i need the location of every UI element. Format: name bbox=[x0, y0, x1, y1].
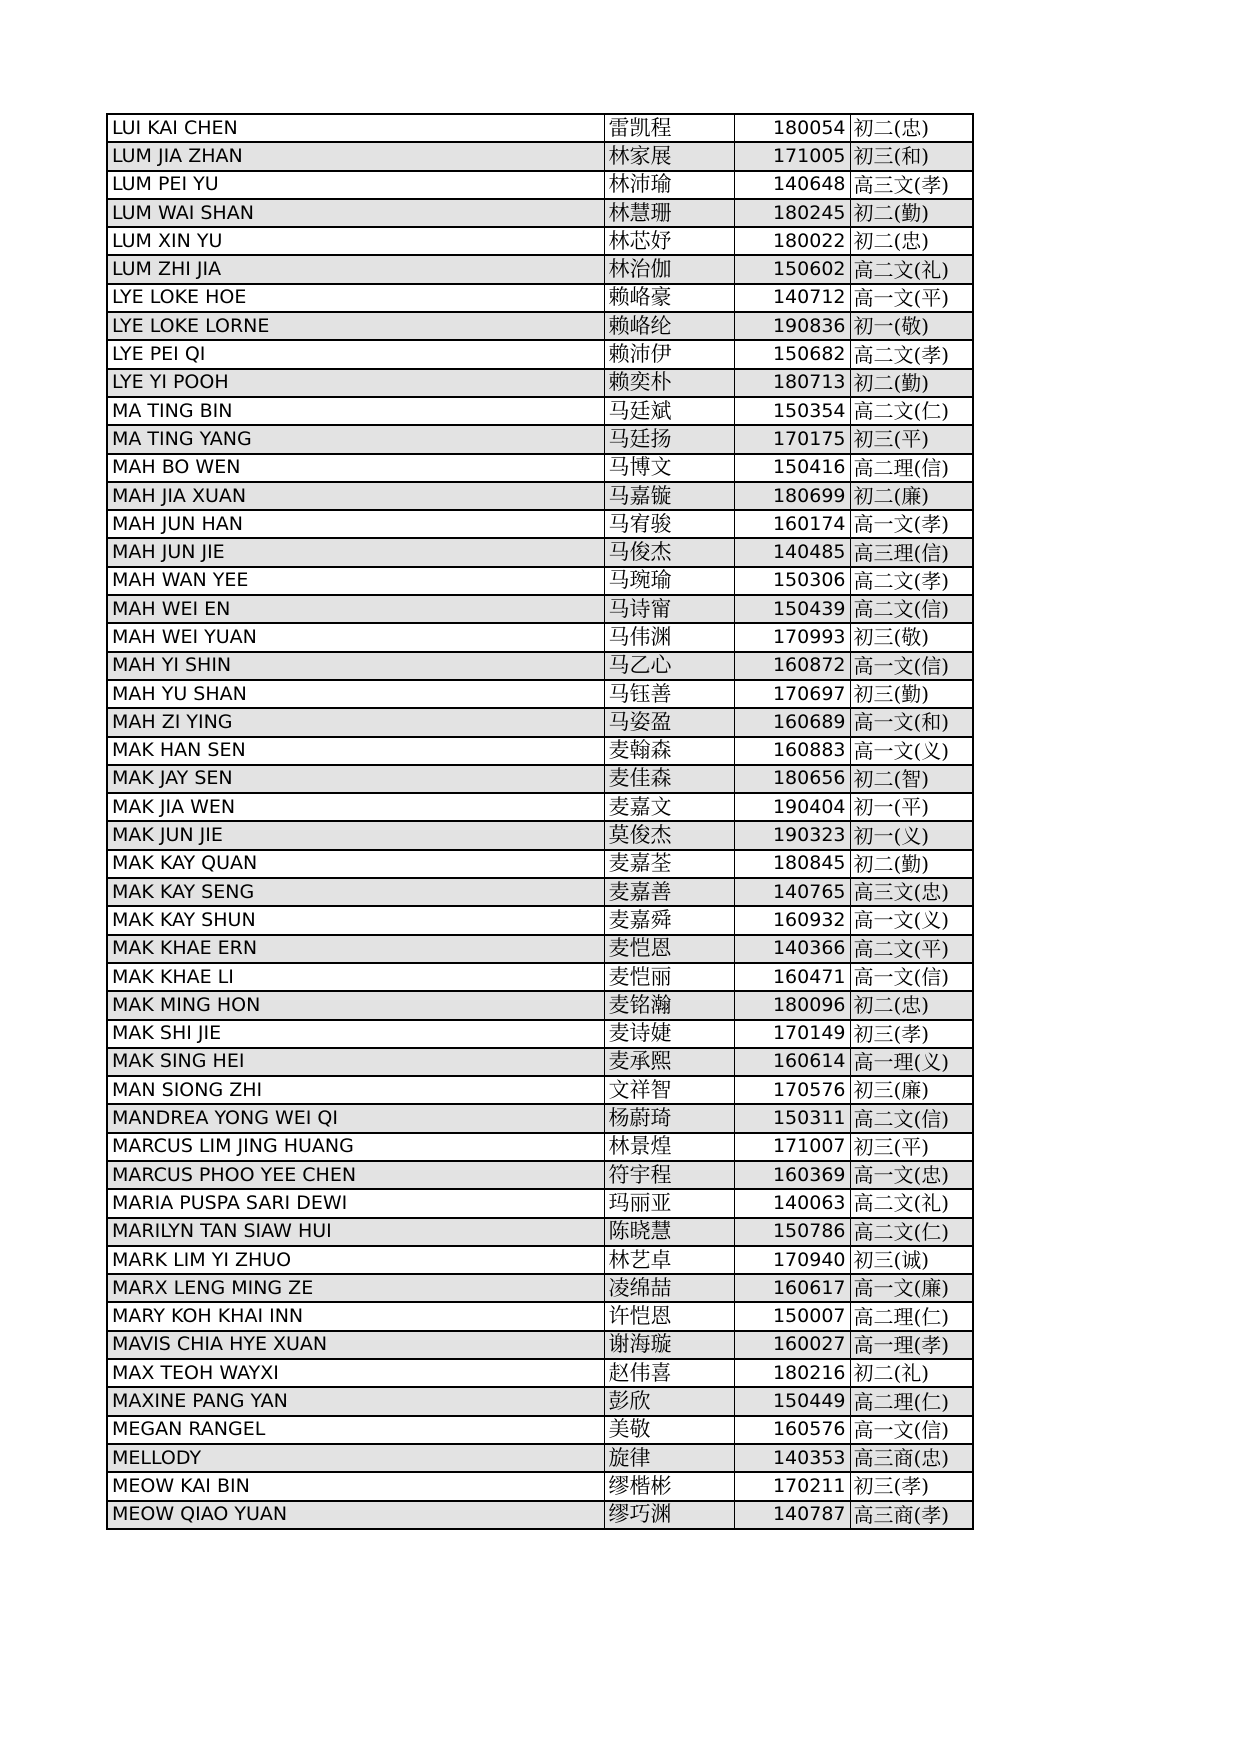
student-name-cell: MAK HAN SEN bbox=[107, 737, 604, 765]
class-cell: 初三(孝) bbox=[850, 1472, 973, 1500]
table-row bbox=[107, 878, 973, 906]
class-cell: 高一文(忠) bbox=[850, 1161, 973, 1189]
student-id-cell: 180245 bbox=[734, 199, 850, 227]
class-cell: 高二文(仁) bbox=[850, 397, 973, 425]
student-name-cell: MAK SING HEI bbox=[107, 1048, 604, 1076]
student-id-cell: 170993 bbox=[734, 623, 850, 651]
student-name-cell: MAN SIONG ZHI bbox=[107, 1076, 604, 1104]
student-id-cell: 170211 bbox=[734, 1472, 850, 1500]
student-name-cell: MA TING YANG bbox=[107, 425, 604, 453]
student-id-cell: 180845 bbox=[734, 850, 850, 878]
student-id-cell: 160369 bbox=[734, 1161, 850, 1189]
student-name-cell: MAH YI SHIN bbox=[107, 652, 604, 680]
chinese-name-cell: 马廷扬 bbox=[604, 425, 734, 453]
chinese-name-cell: 麦嘉舜 bbox=[604, 906, 734, 934]
class-cell: 高二理(仁) bbox=[850, 1302, 973, 1330]
student-name-cell: LUM PEI YU bbox=[107, 171, 604, 199]
student-id-cell: 160614 bbox=[734, 1048, 850, 1076]
chinese-name-cell: 马伟渊 bbox=[604, 623, 734, 651]
chinese-name-cell: 赖峈豪 bbox=[604, 284, 734, 312]
class-cell: 初三(诚) bbox=[850, 1246, 973, 1274]
chinese-name-cell: 麦承熙 bbox=[604, 1048, 734, 1076]
student-id-cell: 160617 bbox=[734, 1274, 850, 1302]
class-cell: 初三(敬) bbox=[850, 623, 973, 651]
student-name-cell: MEOW QIAO YUAN bbox=[107, 1501, 604, 1529]
student-name-cell: MAK JAY SEN bbox=[107, 765, 604, 793]
chinese-name-cell: 麦嘉荃 bbox=[604, 850, 734, 878]
student-name-cell: MAK JUN JIE bbox=[107, 821, 604, 849]
chinese-name-cell: 麦恺丽 bbox=[604, 963, 734, 991]
chinese-name-cell: 马博文 bbox=[604, 454, 734, 482]
chinese-name-cell: 杨蔚琦 bbox=[604, 1104, 734, 1132]
class-cell: 高一文(义) bbox=[850, 906, 973, 934]
roster-body bbox=[107, 114, 973, 1529]
student-name-cell: MAH JUN HAN bbox=[107, 510, 604, 538]
chinese-name-cell: 缪巧渊 bbox=[604, 1501, 734, 1529]
table-row bbox=[107, 765, 973, 793]
student-id-cell: 190323 bbox=[734, 821, 850, 849]
student-id-cell: 150306 bbox=[734, 567, 850, 595]
table-row bbox=[107, 171, 973, 199]
student-id-cell: 160932 bbox=[734, 906, 850, 934]
class-cell: 初二(忠) bbox=[850, 114, 973, 142]
chinese-name-cell: 许恺恩 bbox=[604, 1302, 734, 1330]
student-name-cell: LYE LOKE HOE bbox=[107, 284, 604, 312]
student-id-cell: 170940 bbox=[734, 1246, 850, 1274]
chinese-name-cell: 赖峈纶 bbox=[604, 312, 734, 340]
student-roster-table bbox=[106, 113, 974, 1530]
student-id-cell: 180022 bbox=[734, 227, 850, 255]
student-name-cell: MAK KHAE ERN bbox=[107, 935, 604, 963]
student-id-cell: 180096 bbox=[734, 991, 850, 1019]
student-id-cell: 160576 bbox=[734, 1416, 850, 1444]
table-row bbox=[107, 397, 973, 425]
student-id-cell: 140366 bbox=[734, 935, 850, 963]
chinese-name-cell: 符宇程 bbox=[604, 1161, 734, 1189]
chinese-name-cell: 麦嘉善 bbox=[604, 878, 734, 906]
class-cell: 初三(平) bbox=[850, 425, 973, 453]
table-row bbox=[107, 850, 973, 878]
table-row bbox=[107, 595, 973, 623]
chinese-name-cell: 谢海璇 bbox=[604, 1331, 734, 1359]
class-cell: 高二文(平) bbox=[850, 935, 973, 963]
student-name-cell: MAK SHI JIE bbox=[107, 1020, 604, 1048]
student-name-cell: MAH WEI YUAN bbox=[107, 623, 604, 651]
chinese-name-cell: 麦佳森 bbox=[604, 765, 734, 793]
student-id-cell: 170149 bbox=[734, 1020, 850, 1048]
student-id-cell: 170576 bbox=[734, 1076, 850, 1104]
chinese-name-cell: 赖奕朴 bbox=[604, 369, 734, 397]
class-cell: 初一(敬) bbox=[850, 312, 973, 340]
class-cell: 高三理(信) bbox=[850, 538, 973, 566]
table-row bbox=[107, 1472, 973, 1500]
table-row bbox=[107, 425, 973, 453]
student-id-cell: 150416 bbox=[734, 454, 850, 482]
class-cell: 高三文(孝) bbox=[850, 171, 973, 199]
class-cell: 初三(廉) bbox=[850, 1076, 973, 1104]
chinese-name-cell: 林慧珊 bbox=[604, 199, 734, 227]
student-name-cell: MAXINE PANG YAN bbox=[107, 1387, 604, 1415]
table-row bbox=[107, 1246, 973, 1274]
table-row bbox=[107, 708, 973, 736]
student-id-cell: 150449 bbox=[734, 1387, 850, 1415]
chinese-name-cell: 马嘉镟 bbox=[604, 482, 734, 510]
student-name-cell: MAK KAY SHUN bbox=[107, 906, 604, 934]
student-id-cell: 150311 bbox=[734, 1104, 850, 1132]
chinese-name-cell: 林景煌 bbox=[604, 1133, 734, 1161]
class-cell: 高一文(和) bbox=[850, 708, 973, 736]
student-name-cell: LUM JIA ZHAN bbox=[107, 142, 604, 170]
class-cell: 高三商(忠) bbox=[850, 1444, 973, 1472]
student-name-cell: MAH WAN YEE bbox=[107, 567, 604, 595]
table-row bbox=[107, 255, 973, 283]
student-name-cell: MEOW KAI BIN bbox=[107, 1472, 604, 1500]
student-name-cell: LYE YI POOH bbox=[107, 369, 604, 397]
chinese-name-cell: 赖沛伊 bbox=[604, 340, 734, 368]
table-row bbox=[107, 1161, 973, 1189]
class-cell: 高一文(义) bbox=[850, 737, 973, 765]
student-name-cell: MARCUS PHOO YEE CHEN bbox=[107, 1161, 604, 1189]
chinese-name-cell: 马俊杰 bbox=[604, 538, 734, 566]
student-id-cell: 180713 bbox=[734, 369, 850, 397]
student-id-cell: 171005 bbox=[734, 142, 850, 170]
chinese-name-cell: 莫俊杰 bbox=[604, 821, 734, 849]
table-row bbox=[107, 114, 973, 142]
table-row bbox=[107, 199, 973, 227]
student-id-cell: 160872 bbox=[734, 652, 850, 680]
chinese-name-cell: 雷凯程 bbox=[604, 114, 734, 142]
chinese-name-cell: 玛丽亚 bbox=[604, 1189, 734, 1217]
chinese-name-cell: 美敬 bbox=[604, 1416, 734, 1444]
class-cell: 高二理(信) bbox=[850, 454, 973, 482]
student-name-cell: MAK KAY SENG bbox=[107, 878, 604, 906]
student-name-cell: MAH YU SHAN bbox=[107, 680, 604, 708]
class-cell: 高一理(孝) bbox=[850, 1331, 973, 1359]
class-cell: 初二(忠) bbox=[850, 227, 973, 255]
chinese-name-cell: 马钰善 bbox=[604, 680, 734, 708]
student-name-cell: LUI KAI CHEN bbox=[107, 114, 604, 142]
chinese-name-cell: 林治伽 bbox=[604, 255, 734, 283]
chinese-name-cell: 麦翰森 bbox=[604, 737, 734, 765]
class-cell: 高一文(平) bbox=[850, 284, 973, 312]
chinese-name-cell: 林沛瑜 bbox=[604, 171, 734, 199]
student-id-cell: 190836 bbox=[734, 312, 850, 340]
chinese-name-cell: 马琬瑜 bbox=[604, 567, 734, 595]
class-cell: 高一文(信) bbox=[850, 1416, 973, 1444]
student-name-cell: MARIA PUSPA SARI DEWI bbox=[107, 1189, 604, 1217]
chinese-name-cell: 缪楷彬 bbox=[604, 1472, 734, 1500]
table-row bbox=[107, 1218, 973, 1246]
class-cell: 高一文(信) bbox=[850, 963, 973, 991]
class-cell: 初二(礼) bbox=[850, 1359, 973, 1387]
student-id-cell: 180699 bbox=[734, 482, 850, 510]
table-row bbox=[107, 1387, 973, 1415]
table-row bbox=[107, 963, 973, 991]
chinese-name-cell: 麦诗婕 bbox=[604, 1020, 734, 1048]
student-name-cell: MEGAN RANGEL bbox=[107, 1416, 604, 1444]
table-row bbox=[107, 567, 973, 595]
student-name-cell: MAK KAY QUAN bbox=[107, 850, 604, 878]
table-row bbox=[107, 652, 973, 680]
student-name-cell: MAX TEOH WAYXI bbox=[107, 1359, 604, 1387]
class-cell: 高三文(忠) bbox=[850, 878, 973, 906]
student-id-cell: 170697 bbox=[734, 680, 850, 708]
table-row bbox=[107, 1189, 973, 1217]
student-name-cell: LUM XIN YU bbox=[107, 227, 604, 255]
table-row bbox=[107, 454, 973, 482]
student-name-cell: MARILYN TAN SIAW HUI bbox=[107, 1218, 604, 1246]
student-id-cell: 180054 bbox=[734, 114, 850, 142]
student-name-cell: LUM WAI SHAN bbox=[107, 199, 604, 227]
student-id-cell: 140485 bbox=[734, 538, 850, 566]
chinese-name-cell: 林芯妤 bbox=[604, 227, 734, 255]
table-row bbox=[107, 510, 973, 538]
chinese-name-cell: 马姿盈 bbox=[604, 708, 734, 736]
table-row bbox=[107, 1359, 973, 1387]
chinese-name-cell: 马乙心 bbox=[604, 652, 734, 680]
student-id-cell: 150007 bbox=[734, 1302, 850, 1330]
chinese-name-cell: 旋律 bbox=[604, 1444, 734, 1472]
table-row bbox=[107, 737, 973, 765]
chinese-name-cell: 凌绵喆 bbox=[604, 1274, 734, 1302]
table-row bbox=[107, 538, 973, 566]
class-cell: 高二文(礼) bbox=[850, 1189, 973, 1217]
class-cell: 高二文(礼) bbox=[850, 255, 973, 283]
student-id-cell: 140353 bbox=[734, 1444, 850, 1472]
student-name-cell: MELLODY bbox=[107, 1444, 604, 1472]
student-id-cell: 150439 bbox=[734, 595, 850, 623]
class-cell: 初三(和) bbox=[850, 142, 973, 170]
class-cell: 高一理(义) bbox=[850, 1048, 973, 1076]
class-cell: 高一文(廉) bbox=[850, 1274, 973, 1302]
class-cell: 高二文(信) bbox=[850, 1104, 973, 1132]
student-id-cell: 140063 bbox=[734, 1189, 850, 1217]
table-row bbox=[107, 906, 973, 934]
class-cell: 初三(孝) bbox=[850, 1020, 973, 1048]
table-row bbox=[107, 227, 973, 255]
class-cell: 高三商(孝) bbox=[850, 1501, 973, 1529]
class-cell: 高二理(仁) bbox=[850, 1387, 973, 1415]
student-id-cell: 190404 bbox=[734, 793, 850, 821]
chinese-name-cell: 马宥骏 bbox=[604, 510, 734, 538]
class-cell: 初二(智) bbox=[850, 765, 973, 793]
student-name-cell: LYE LOKE LORNE bbox=[107, 312, 604, 340]
table-row bbox=[107, 1048, 973, 1076]
table-row bbox=[107, 1104, 973, 1132]
student-id-cell: 160883 bbox=[734, 737, 850, 765]
class-cell: 高二文(孝) bbox=[850, 567, 973, 595]
chinese-name-cell: 彭欣 bbox=[604, 1387, 734, 1415]
class-cell: 高一文(信) bbox=[850, 652, 973, 680]
class-cell: 初一(平) bbox=[850, 793, 973, 821]
student-name-cell: MAK KHAE LI bbox=[107, 963, 604, 991]
class-cell: 初二(勤) bbox=[850, 199, 973, 227]
chinese-name-cell: 麦恺恩 bbox=[604, 935, 734, 963]
table-row bbox=[107, 482, 973, 510]
table-row bbox=[107, 1020, 973, 1048]
chinese-name-cell: 陈晓慧 bbox=[604, 1218, 734, 1246]
table-row bbox=[107, 991, 973, 1019]
student-id-cell: 180216 bbox=[734, 1359, 850, 1387]
table-row bbox=[107, 1274, 973, 1302]
chinese-name-cell: 林艺卓 bbox=[604, 1246, 734, 1274]
student-id-cell: 171007 bbox=[734, 1133, 850, 1161]
student-id-cell: 150682 bbox=[734, 340, 850, 368]
student-id-cell: 160174 bbox=[734, 510, 850, 538]
class-cell: 初二(勤) bbox=[850, 850, 973, 878]
student-name-cell: MANDREA YONG WEI QI bbox=[107, 1104, 604, 1132]
class-cell: 初一(义) bbox=[850, 821, 973, 849]
table-row bbox=[107, 369, 973, 397]
chinese-name-cell: 马诗甯 bbox=[604, 595, 734, 623]
student-name-cell: MARCUS LIM JING HUANG bbox=[107, 1133, 604, 1161]
table-row bbox=[107, 1501, 973, 1529]
student-id-cell: 170175 bbox=[734, 425, 850, 453]
class-cell: 高二文(信) bbox=[850, 595, 973, 623]
chinese-name-cell: 赵伟喜 bbox=[604, 1359, 734, 1387]
table-row bbox=[107, 1302, 973, 1330]
table-row bbox=[107, 1076, 973, 1104]
chinese-name-cell: 麦铭瀚 bbox=[604, 991, 734, 1019]
student-name-cell: MARY KOH KHAI INN bbox=[107, 1302, 604, 1330]
class-cell: 高二文(仁) bbox=[850, 1218, 973, 1246]
student-name-cell: LUM ZHI JIA bbox=[107, 255, 604, 283]
table-row bbox=[107, 793, 973, 821]
class-cell: 初二(勤) bbox=[850, 369, 973, 397]
table-row bbox=[107, 1133, 973, 1161]
table-row bbox=[107, 935, 973, 963]
student-id-cell: 140712 bbox=[734, 284, 850, 312]
student-name-cell: MARK LIM YI ZHUO bbox=[107, 1246, 604, 1274]
student-id-cell: 150602 bbox=[734, 255, 850, 283]
chinese-name-cell: 马廷斌 bbox=[604, 397, 734, 425]
chinese-name-cell: 文祥智 bbox=[604, 1076, 734, 1104]
student-name-cell: MAH BO WEN bbox=[107, 454, 604, 482]
student-name-cell: MA TING BIN bbox=[107, 397, 604, 425]
student-name-cell: MAH JUN JIE bbox=[107, 538, 604, 566]
student-id-cell: 160689 bbox=[734, 708, 850, 736]
table-row bbox=[107, 340, 973, 368]
class-cell: 初二(廉) bbox=[850, 482, 973, 510]
table-row bbox=[107, 284, 973, 312]
chinese-name-cell: 林家展 bbox=[604, 142, 734, 170]
student-name-cell: MAK JIA WEN bbox=[107, 793, 604, 821]
student-id-cell: 150354 bbox=[734, 397, 850, 425]
table-row bbox=[107, 1331, 973, 1359]
table-row bbox=[107, 680, 973, 708]
class-cell: 初三(勤) bbox=[850, 680, 973, 708]
student-name-cell: MARX LENG MING ZE bbox=[107, 1274, 604, 1302]
student-name-cell: MAH WEI EN bbox=[107, 595, 604, 623]
student-id-cell: 180656 bbox=[734, 765, 850, 793]
student-name-cell: LYE PEI QI bbox=[107, 340, 604, 368]
class-cell: 高二文(孝) bbox=[850, 340, 973, 368]
table-row bbox=[107, 142, 973, 170]
student-name-cell: MAH ZI YING bbox=[107, 708, 604, 736]
student-id-cell: 140765 bbox=[734, 878, 850, 906]
chinese-name-cell: 麦嘉文 bbox=[604, 793, 734, 821]
student-id-cell: 160027 bbox=[734, 1331, 850, 1359]
student-name-cell: MAH JIA XUAN bbox=[107, 482, 604, 510]
student-id-cell: 150786 bbox=[734, 1218, 850, 1246]
table-row bbox=[107, 623, 973, 651]
student-id-cell: 140787 bbox=[734, 1501, 850, 1529]
student-id-cell: 160471 bbox=[734, 963, 850, 991]
student-name-cell: MAVIS CHIA HYE XUAN bbox=[107, 1331, 604, 1359]
table-row bbox=[107, 312, 973, 340]
class-cell: 初三(平) bbox=[850, 1133, 973, 1161]
table-row bbox=[107, 821, 973, 849]
student-id-cell: 140648 bbox=[734, 171, 850, 199]
table-row bbox=[107, 1444, 973, 1472]
class-cell: 高一文(孝) bbox=[850, 510, 973, 538]
table-row bbox=[107, 1416, 973, 1444]
class-cell: 初二(忠) bbox=[850, 991, 973, 1019]
student-name-cell: MAK MING HON bbox=[107, 991, 604, 1019]
